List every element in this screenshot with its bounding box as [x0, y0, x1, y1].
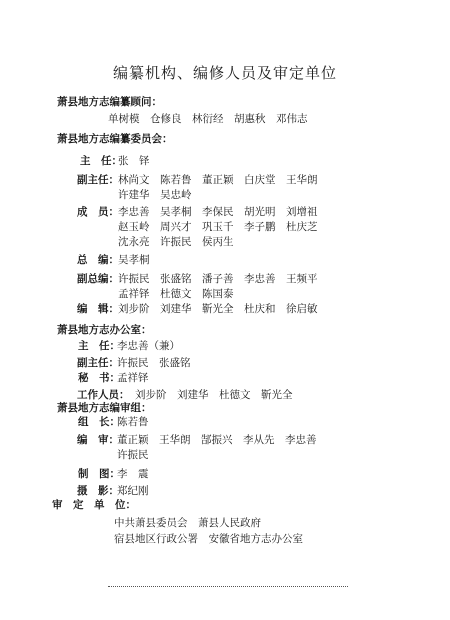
office-director-label: 主 任：	[78, 340, 120, 352]
office-staff: 刘步阶 刘建华 杜德文 靳光全	[135, 389, 293, 401]
office-vice-label: 副主任：	[77, 357, 119, 369]
editorial-reviewers-line1: 董正颖 王华朗 郜振兴 李从先 李忠善	[117, 434, 317, 446]
committee-vice-line1: 林尚文 陈若鲁 董正颖 白庆堂 王华朗	[118, 174, 318, 186]
office-secretary: 孟祥铎	[117, 372, 149, 384]
review-units-line1: 中共萧县委员会 萧县人民政府	[114, 517, 261, 529]
bottom-dotted-divider	[108, 586, 348, 587]
committee-members-label: 成 员：	[77, 206, 119, 218]
editorial-reviewers-line2: 许振民	[117, 449, 149, 461]
office-staff-label: 工作人员：	[77, 389, 130, 401]
office-director: 李忠善（兼）	[117, 340, 180, 352]
editorial-leader-label: 组 长：	[78, 416, 120, 428]
editorial-leader: 陈若鲁	[117, 416, 149, 428]
page-title: 编纂机构、编修人员及审定单位	[112, 64, 337, 82]
review-units-line2: 宿县地区行政公署 安徽省地方志办公室	[114, 533, 303, 545]
committee-vice-line2: 许建华 吴忠岭	[118, 189, 192, 201]
editorial-heading: 萧县地方志编审组：	[57, 402, 152, 414]
editorial-reviewers-label: 编 审：	[77, 434, 119, 446]
editors-label: 编 辑：	[77, 303, 119, 315]
committee-vice-label: 副主任：	[77, 174, 119, 186]
committee-members-line2: 赵玉岭 周兴才 巩玉千 李子鹏 杜庆芝	[118, 221, 318, 233]
deputy-editor-line1: 许振民 张盛铭 潘子善 李忠善 王频平	[118, 273, 318, 285]
committee-director: 张 铎	[118, 155, 150, 167]
cartography-name: 李 震	[117, 468, 149, 480]
advisors-heading: 萧县地方志编纂顾问：	[57, 96, 162, 108]
office-heading: 萧县地方志办公室：	[57, 324, 152, 336]
advisors-names: 单树模 仓修良 林衍经 胡惠秋 邓伟志	[108, 113, 308, 125]
chief-editor: 吴孝桐	[118, 254, 150, 266]
deputy-editor-label: 副总编：	[77, 273, 119, 285]
committee-heading: 萧县地方志编纂委员会：	[57, 133, 173, 145]
review-units-label: 审 定 单 位：	[52, 499, 136, 511]
editors-names: 刘步阶 刘建华 靳光全 杜庆和 徐启敏	[118, 303, 318, 315]
deputy-editor-line2: 孟祥铎 杜德文 陈国泰	[118, 288, 234, 300]
chief-editor-label: 总 编：	[77, 254, 119, 266]
photo-label: 摄 影：	[77, 485, 119, 497]
office-secretary-label: 秘 书：	[78, 372, 120, 384]
office-vice: 许振民 张盛铭	[117, 357, 191, 369]
committee-director-label: 主 任：	[80, 155, 122, 167]
committee-members-line3: 沈永亮 许振民 侯丙生	[118, 236, 234, 248]
cartography-label: 制 图：	[78, 468, 120, 480]
committee-members-line1: 李忠善 吴孝桐 李保民 胡光明 刘增祖	[118, 206, 318, 218]
photo-name: 郑纪刚	[117, 485, 149, 497]
